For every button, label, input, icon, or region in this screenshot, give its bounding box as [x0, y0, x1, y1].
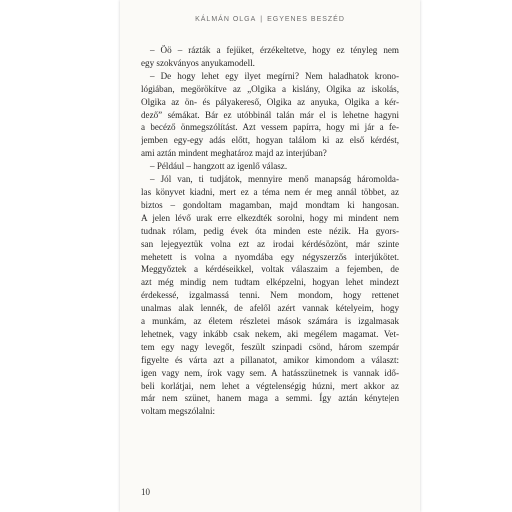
text-line: unalmas alak lennék, de afelől azért vannak kételyeim, hogy [141, 303, 399, 314]
paragraph-3 [141, 160, 399, 173]
text-line: – Jól van, ti tudjátok, mennyire menő manapság háromolda- [150, 174, 399, 185]
book-page [120, 0, 420, 512]
text-line: tem egy nagy levegőt, feszült szinpadi csönd, három szempár [141, 341, 399, 352]
text-line: ami aztán mindent meghatároz majd az interjúban? [141, 148, 327, 159]
text-line: tudnak rólam, pedig évek óta minden este nézik. Ha gyors- [141, 225, 399, 236]
text-line: már nem szünet, hanem maga a semmi. Így aztán kényte|en [141, 393, 399, 404]
text-line: mehetett is volna a nyomdába egy négyszerzős interjúkötet. [141, 251, 399, 262]
text-line: egy szokványos anyukamodell. [141, 57, 255, 68]
header-author: KÁLMÁN OLGA [195, 16, 257, 23]
text-line: jemben egy-egy adás előtt, hogyan találom ki az első kérdést, [141, 135, 399, 146]
text-line: biztos – gondoltam magamban, majd mondtam ki hangosan. [141, 199, 399, 210]
page-number: 10 [141, 487, 150, 497]
paragraph-1 [141, 44, 399, 70]
text-line: voltam megszólalni: [141, 406, 215, 417]
text-line: lógiában, megörökítve az „Olgika a kislány, Olgika az iskolás, [141, 83, 399, 94]
body-text [141, 44, 399, 418]
text-line: igen vagy nem, írok vagy sem. A hatásszünetnek is vannak idő- [141, 367, 399, 378]
text-line: – De hogy lehet egy ilyet megírni? Nem haladhatok krono- [150, 70, 399, 81]
text-line: dező” sémákat. Bár ez utóbbinál talán már el is lehetne hagyni [141, 109, 399, 120]
running-header [120, 16, 420, 23]
text-line: érdekessé, izgalmassá tenni. Nem mondom, hogy rettenet [141, 290, 399, 301]
text-line: Olgika az ön- és pályakereső, Olgika az anyuka, Olgika a kér- [141, 96, 399, 107]
header-separator: | [260, 16, 264, 23]
text-line: a munkám, az életem részletei mások számára is izgalmasak [141, 316, 399, 327]
text-line: azt még mindig nem tudtam elképzelni, hogyan lehet mindezt [141, 277, 399, 288]
header-title: EGYENES BESZÉD [267, 16, 345, 23]
paragraph-2 [141, 70, 399, 160]
text-line: a becéző önmegszólítást. Azt vessem papírra, hogy mi jár a fe- [141, 122, 399, 133]
text-line: Meggyőztek a kérdéseikkel, voltak válaszaim a fejemben, de [141, 264, 399, 275]
text-line: A jelen lévő urak erre elkezdték sorolni, hogy mi mindent nem [141, 212, 399, 223]
text-line: lehetnek, vagy inkább csak nekem, aki megélem magamat. Vet- [141, 328, 399, 339]
paragraph-4 [141, 173, 399, 418]
text-line: san lejegyeztük volna ezt az irodai kérdésözönt, már szinte [141, 238, 399, 249]
text-line: beli korlátjai, nem lehet a végtelenségig húzni, mert akkor az [141, 380, 399, 391]
text-line: figyelte és várta azt a pillanatot, amikor kimondom a választ: [141, 354, 399, 365]
text-line: – Öö – rázták a fejüket, érzékeltetve, hogy ez tényleg nem [150, 45, 399, 55]
text-line: – Például – hangzott az igenlő válasz. [150, 161, 288, 172]
text-line: las könyvet kiadni, mert ez a téma nem ér meg annál többet, az [141, 186, 399, 197]
